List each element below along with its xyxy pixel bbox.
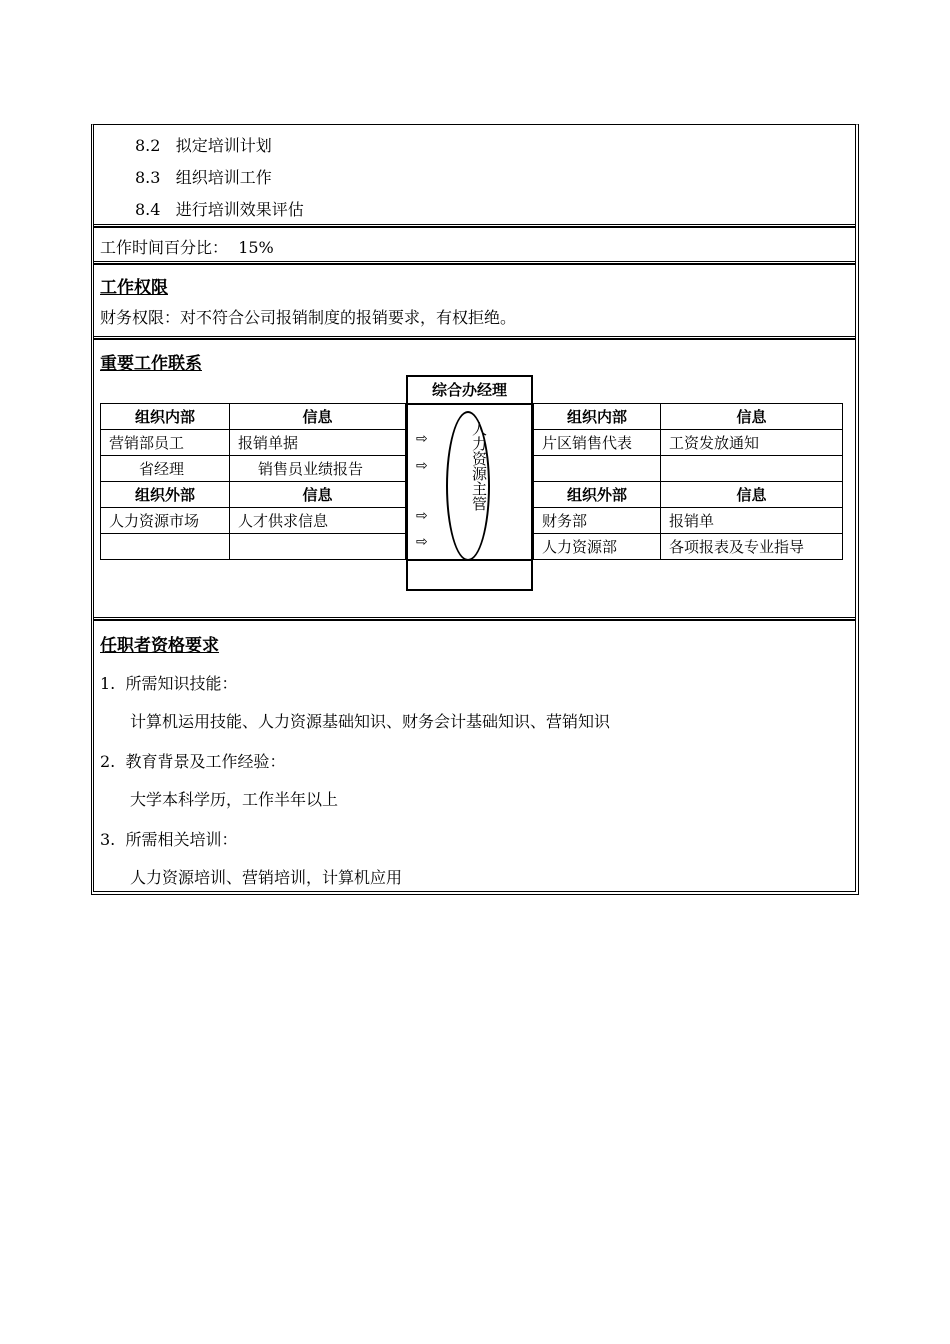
duty-number: 8.3 (135, 168, 161, 187)
manager-box (406, 375, 533, 591)
table-cell: 报销单据 (230, 430, 406, 456)
table-cell: 财务部 (534, 508, 661, 534)
qualification-title: 所需相关培训： (125, 830, 238, 849)
duty-item (135, 165, 272, 188)
qualification-detail: 大学本科学历，工作半年以上 (130, 790, 339, 809)
qualification-title: 所需知识技能： (125, 674, 238, 693)
table-header: 信息 (230, 404, 406, 430)
qualification-detail: 人力资源培训、营销培训，计算机应用 (130, 868, 403, 887)
table-cell: 人力资源市场 (101, 508, 230, 534)
duty-text: 拟定培训计划 (175, 136, 272, 155)
qualification-item (100, 827, 237, 850)
manager-box-footer (408, 559, 531, 589)
duty-item (135, 133, 272, 156)
time-percentage (100, 235, 274, 258)
duty-item (135, 197, 304, 220)
time-percentage-label: 工作时间百分比： (100, 238, 229, 257)
qualification-number: 3. (100, 830, 116, 849)
table-row (101, 430, 406, 456)
table-header: 组织外部 (101, 482, 230, 508)
qualification-item (100, 671, 237, 694)
section-divider (94, 261, 855, 265)
duty-number: 8.4 (135, 200, 161, 219)
table-cell: 各项报表及专业指导 (661, 534, 843, 560)
table-row (101, 482, 406, 508)
table-cell: 销售员业绩报告 (230, 456, 406, 482)
table-row (534, 404, 843, 430)
table-cell: 人力资源部 (534, 534, 661, 560)
table-row (534, 456, 843, 482)
authority-text: 财务权限：对不符合公司报销制度的报销要求，有权拒绝。 (100, 308, 517, 327)
table-cell: 报销单 (661, 508, 843, 534)
qualifications-heading: 任职者资格要求 (100, 636, 219, 656)
table-cell (661, 456, 843, 482)
table-header: 组织外部 (534, 482, 661, 508)
duty-text: 进行培训效果评估 (175, 200, 304, 219)
table-header: 信息 (661, 482, 843, 508)
table-row (101, 404, 406, 430)
time-percentage-value: 15% (238, 238, 274, 257)
table-header: 信息 (661, 404, 843, 430)
arrow-right-icon: ⇨ (416, 534, 428, 550)
table-header: 组织内部 (534, 404, 661, 430)
qualification-item (100, 749, 285, 772)
qualification-number: 1. (100, 674, 116, 693)
arrow-right-icon: ⇨ (416, 431, 428, 447)
table-cell (101, 534, 230, 560)
section-divider (94, 336, 855, 340)
arrow-right-icon: ⇨ (416, 508, 428, 524)
qualification-detail: 计算机运用技能、人力资源基础知识、财务会计基础知识、营销知识 (130, 712, 611, 731)
arrow-right-icon: ⇨ (416, 458, 428, 474)
table-row (101, 534, 406, 560)
role-ellipse (446, 411, 490, 561)
table-row (534, 508, 843, 534)
table-cell (230, 534, 406, 560)
section-divider (94, 224, 855, 228)
table-cell (534, 456, 661, 482)
table-row (101, 456, 406, 482)
table-row (534, 482, 843, 508)
authority-heading: 工作权限 (100, 278, 168, 298)
job-description-table (91, 124, 859, 895)
duty-text: 组织培训工作 (175, 168, 272, 187)
table-cell: 营销部员工 (101, 430, 230, 456)
table-cell: 省经理 (101, 456, 230, 482)
table-cell: 工资发放通知 (661, 430, 843, 456)
table-cell: 片区销售代表 (534, 430, 661, 456)
relations-right-table (533, 403, 843, 560)
qualification-title: 教育背景及工作经验： (125, 752, 286, 771)
table-cell: 人才供求信息 (230, 508, 406, 534)
relations-left-table (100, 403, 406, 560)
role-label: 人力资源主管 (470, 421, 488, 511)
table-row (534, 534, 843, 560)
table-header: 组织内部 (101, 404, 230, 430)
table-row (534, 430, 843, 456)
duty-number: 8.2 (135, 136, 161, 155)
table-header: 信息 (230, 482, 406, 508)
manager-title: 综合办经理 (408, 377, 531, 405)
relations-heading: 重要工作联系 (100, 354, 202, 374)
table-row (101, 508, 406, 534)
qualification-number: 2. (100, 752, 116, 771)
section-divider (94, 617, 855, 621)
